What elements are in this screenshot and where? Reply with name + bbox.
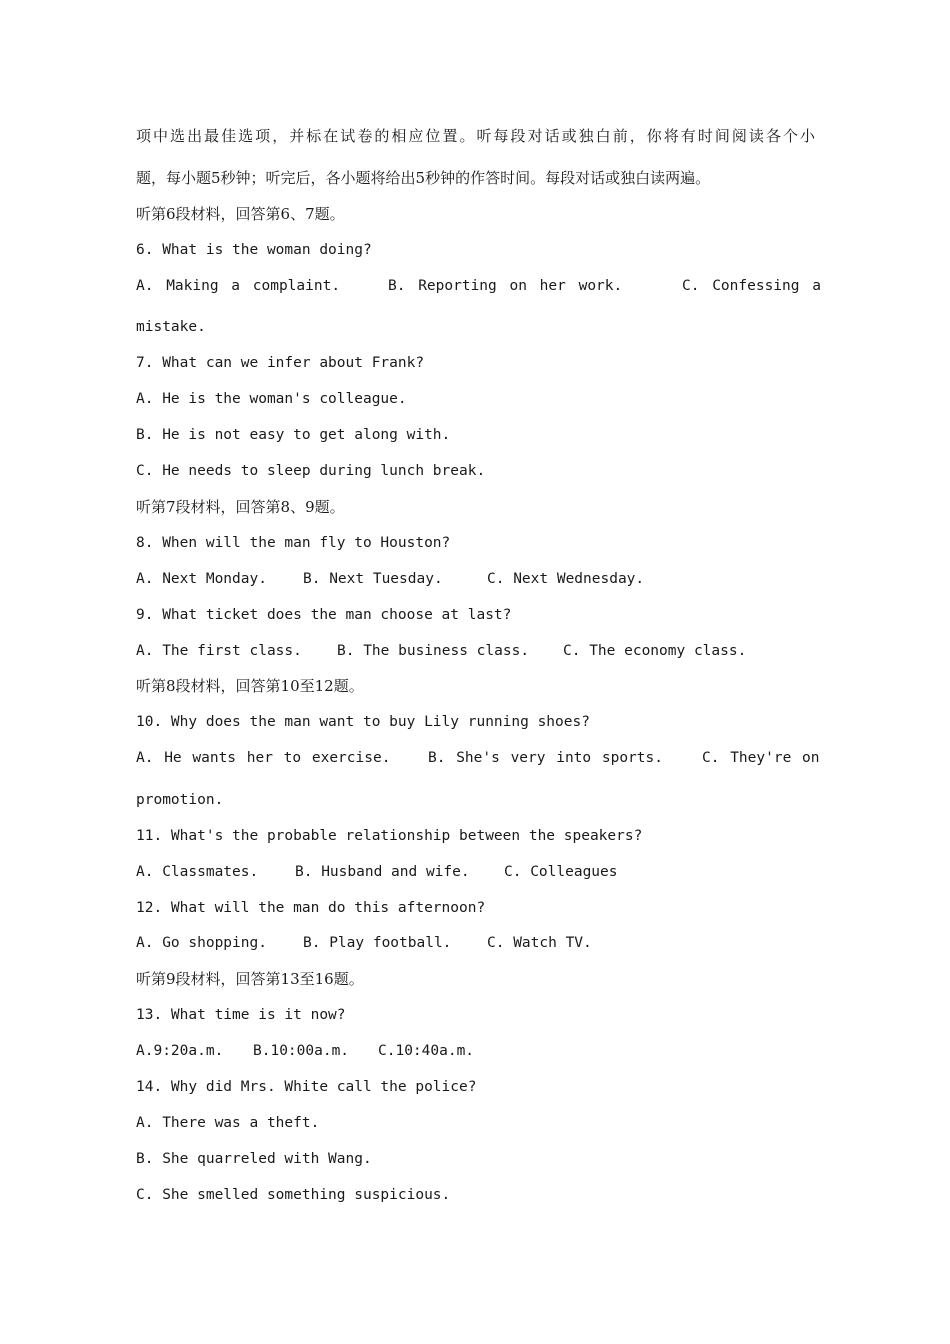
option-b: B. He is not easy to get along with.: [136, 427, 451, 443]
question-stem: 12. What will the man do this afternoon?: [136, 900, 486, 916]
option-c: C. Next Wednesday.: [487, 571, 645, 587]
option-c: C. They're on: [702, 750, 820, 766]
option-wrap: promotion.: [136, 792, 224, 808]
intro-line-2: 题，每小题5秒钟；听完后，各小题将给出5秒钟的作答时间。每段对话或独白读两遍。: [136, 169, 711, 187]
option-c: C. He needs to sleep during lunch break.: [136, 463, 486, 479]
option-a: A. There was a theft.: [136, 1115, 320, 1131]
option-a: A. Making a complaint.: [136, 278, 341, 294]
option-a: A. He is the woman's colleague.: [136, 391, 407, 407]
option-c: C. Colleagues: [504, 864, 618, 880]
option-a: A. He wants her to exercise.: [136, 750, 391, 766]
question-stem: 7. What can we infer about Frank?: [136, 355, 425, 371]
option-c: C.10:40a.m.: [378, 1043, 475, 1059]
option-b: B. Next Tuesday.: [303, 571, 443, 587]
section-heading: 听第8段材料，回答第10至12题。: [136, 677, 364, 695]
question-stem: 6. What is the woman doing?: [136, 242, 372, 258]
option-b: B. She's very into sports.: [428, 750, 663, 766]
question-stem: 11. What's the probable relationship between the speakers?: [136, 828, 643, 844]
option-a: A. Go shopping.: [136, 935, 267, 951]
option-c: C. Confessing a: [682, 278, 821, 294]
option-b: B.10:00a.m.: [253, 1043, 350, 1059]
section-heading: 听第9段材料，回答第13至16题。: [136, 970, 364, 988]
section-heading: 听第7段材料，回答第8、9题。: [136, 498, 345, 516]
question-stem: 10. Why does the man want to buy Lily running shoes?: [136, 714, 590, 730]
option-b: B. She quarreled with Wang.: [136, 1151, 372, 1167]
question-stem: 14. Why did Mrs. White call the police?: [136, 1079, 477, 1095]
option-c: C. The economy class.: [563, 643, 747, 659]
question-stem: 13. What time is it now?: [136, 1007, 346, 1023]
option-wrap: mistake.: [136, 319, 206, 335]
question-stem: 8. When will the man fly to Houston?: [136, 535, 451, 551]
question-stem: 9. What ticket does the man choose at last?: [136, 607, 512, 623]
option-b: B. Husband and wife.: [295, 864, 470, 880]
section-heading: 听第6段材料，回答第6、7题。: [136, 205, 345, 223]
option-a: A. The first class.: [136, 643, 302, 659]
option-c: C. She smelled something suspicious.: [136, 1187, 451, 1203]
option-a: A. Next Monday.: [136, 571, 267, 587]
option-a: A.9:20a.m.: [136, 1043, 224, 1059]
option-a: A. Classmates.: [136, 864, 259, 880]
option-c: C. Watch TV.: [487, 935, 592, 951]
option-b: B. Play football.: [303, 935, 452, 951]
intro-line-1: 项中选出最佳选项，并标在试卷的相应位置。听每段对话或独白前，你将有时间阅读各个小: [136, 127, 815, 145]
option-b: B. Reporting on her work.: [388, 278, 623, 294]
option-b: B. The business class.: [337, 643, 530, 659]
